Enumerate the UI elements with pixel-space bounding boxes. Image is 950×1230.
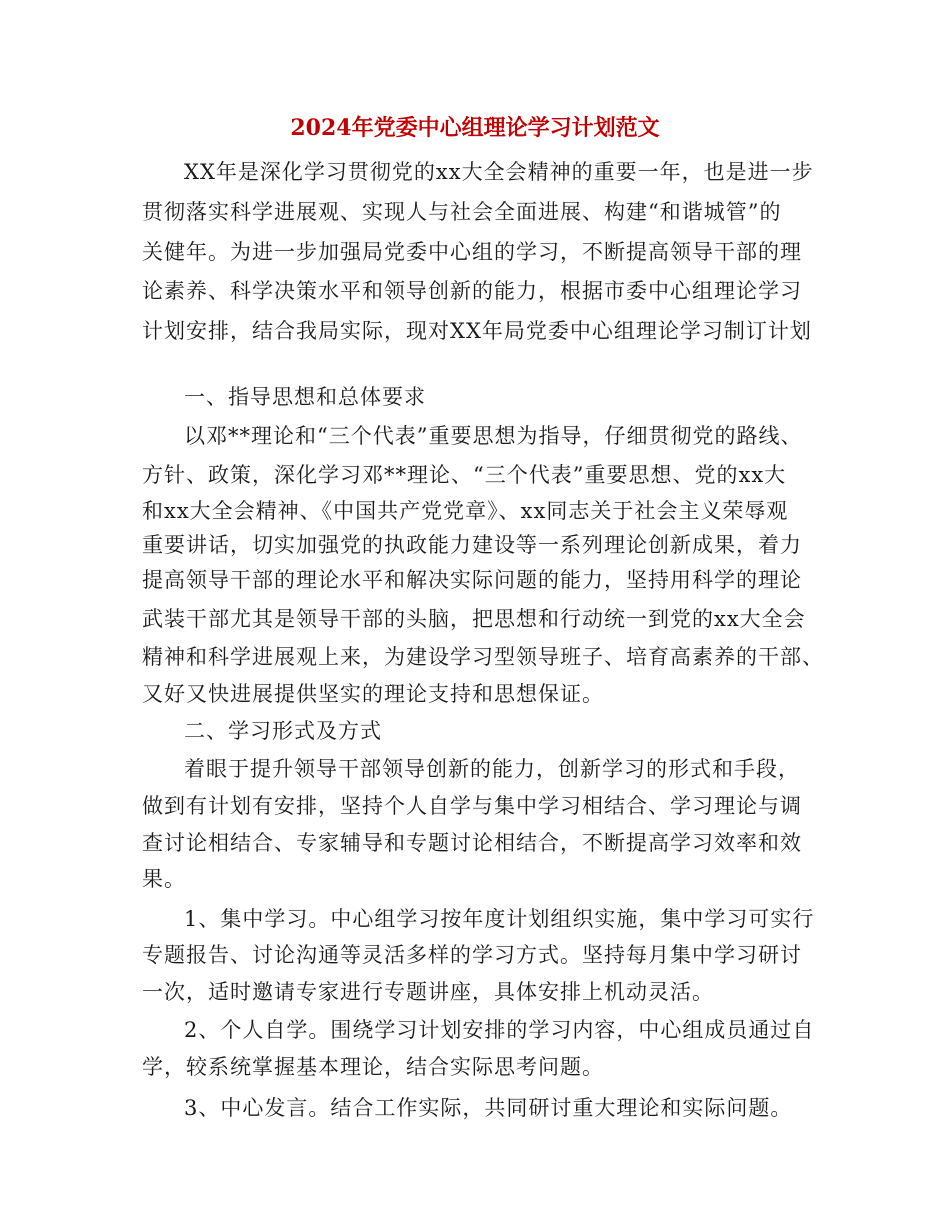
paragraph-line: 又好又快进展提供坚实的理论支持和思想保证。 (142, 682, 604, 706)
paragraph-line: 查讨论相结合、专家辅导和专题讨论相结合，不断提高学习效率和效 (142, 831, 802, 855)
paragraph-line: 计划安排，结合我局实际，现对XX年局党委中心组理论学习制订计划 (142, 319, 812, 343)
paragraph-line: 果。 (142, 867, 186, 891)
paragraph-line: 1、集中学习。中心组学习按年度计划组织实施，集中学习可实行 (184, 907, 815, 931)
paragraph-line: 以邓**理论和“三个代表”重要思想为指导，仔细贯彻党的路线、 (184, 424, 803, 448)
paragraph-line: 3、中心发言。结合工作实际，共同研讨重大理论和实际问题。 (184, 1096, 793, 1120)
paragraph-line: 精神和科学进展观上来，为建设学习型领导班子、培育高素养的干部、 (142, 645, 824, 669)
paragraph-line: 提高领导干部的理论水平和解决实际问题的能力，坚持用科学的理论 (142, 568, 802, 592)
section-heading: 一、指导思想和总体要求 (184, 385, 426, 409)
paragraph-line: 关健年。为进一步加强局党委中心组的学习，不断提高领导干部的理 (142, 240, 802, 264)
document-title: 2024年党委中心组理论学习计划范文 (290, 115, 660, 141)
paragraph-line: 一次，适时邀请专家进行专题讲座，具体安排上机动灵活。 (142, 980, 714, 1004)
paragraph-line: 方针、政策，深化学习邓**理论、“三个代表”重要思想、党的xx大 (142, 463, 787, 487)
paragraph-line: 重要讲话，切实加强党的执政能力建设等一系列理论创新成果，着力 (142, 533, 802, 557)
paragraph-line: 2、个人自学。围绕学习计划安排的学习内容，中心组成员通过自 (184, 1018, 815, 1042)
paragraph-line: 做到有计划有安排，坚持个人自学与集中学习相结合、学习理论与调 (142, 794, 802, 818)
paragraph-line: XX年是深化学习贯彻党的xx大全会精神的重要一年，也是进一步 (184, 160, 814, 184)
paragraph-line: 专题报告、讨论沟通等灵活多样的学习方式。坚持每月集中学习研讨 (142, 943, 802, 967)
paragraph-line: 贯彻落实科学进展观、实现人与社会全面进展、构建“和谐城管”的 (142, 200, 782, 224)
paragraph-line: 和xx大全会精神、《中国共产党党章》、xx同志关于社会主义荣辱观 (142, 499, 789, 523)
paragraph-line: 论素养、科学决策水平和领导创新的能力，根据市委中心组理论学习 (142, 279, 802, 303)
paragraph-line: 着眼于提升领导干部领导创新的能力，创新学习的形式和手段， (184, 757, 800, 781)
section-heading: 二、学习形式及方式 (184, 719, 382, 743)
paragraph-line: 学，较系统掌握基本理论，结合实际思考问题。 (142, 1055, 604, 1079)
paragraph-line: 武装干部尤其是领导干部的头脑，把思想和行动统一到党的xx大全会 (142, 607, 806, 631)
